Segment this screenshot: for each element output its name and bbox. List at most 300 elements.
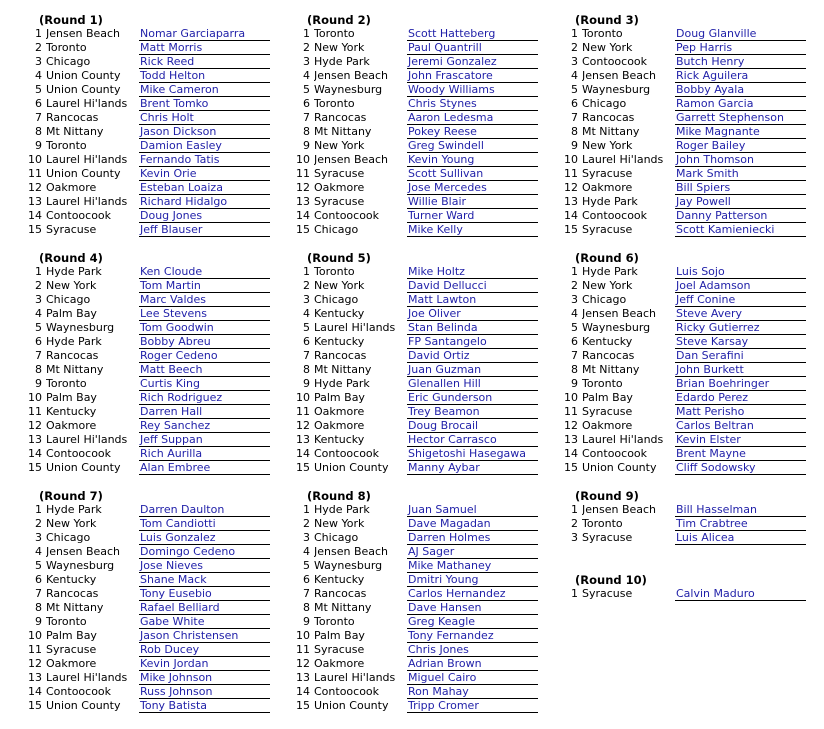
pick-row bbox=[295, 125, 545, 139]
pick-row bbox=[295, 671, 545, 685]
player-link[interactable]: Tripp Cromer bbox=[407, 699, 538, 713]
player-link[interactable]: Greg Keagle bbox=[407, 615, 538, 629]
player-link[interactable]: Juan Samuel bbox=[407, 503, 538, 517]
pick-number: 14 bbox=[296, 685, 310, 698]
team-name: New York bbox=[582, 41, 633, 54]
player-link[interactable]: Tom Martin bbox=[139, 279, 270, 293]
pick-row bbox=[563, 69, 813, 83]
player-link[interactable]: Jeremi Gonzalez bbox=[407, 55, 538, 69]
team-name: Chicago bbox=[46, 55, 91, 68]
team-name: Oakmore bbox=[46, 181, 97, 194]
team-name: Syracuse bbox=[582, 405, 633, 418]
player-link[interactable]: Pep Harris bbox=[675, 41, 806, 55]
player-link[interactable]: Scott Sullivan bbox=[407, 167, 538, 181]
team-name: Toronto bbox=[46, 377, 87, 390]
player-link[interactable]: Rafael Belliard bbox=[139, 601, 270, 615]
pick-number: 10 bbox=[28, 629, 42, 642]
pick-row bbox=[295, 615, 545, 629]
team-name: Syracuse bbox=[46, 223, 97, 236]
pick-row bbox=[295, 643, 545, 657]
pick-number: 12 bbox=[28, 419, 42, 432]
pick-number: 15 bbox=[564, 461, 578, 474]
pick-number: 1 bbox=[303, 27, 310, 40]
player-link[interactable]: Pokey Reese bbox=[407, 125, 538, 139]
team-name: Jensen Beach bbox=[582, 307, 657, 320]
pick-number: 13 bbox=[28, 671, 42, 684]
pick-row bbox=[295, 545, 545, 559]
pick-row bbox=[27, 377, 277, 391]
pick-number: 13 bbox=[296, 433, 310, 446]
player-link[interactable]: Dave Hansen bbox=[407, 601, 538, 615]
player-link[interactable]: Brent Mayne bbox=[675, 447, 806, 461]
player-link[interactable]: Greg Swindell bbox=[407, 139, 538, 153]
pick-number: 6 bbox=[571, 97, 578, 110]
player-link[interactable]: Marc Valdes bbox=[139, 293, 270, 307]
player-link[interactable]: John Frascatore bbox=[407, 69, 538, 83]
player-link[interactable]: Rich Aurilla bbox=[139, 447, 270, 461]
pick-row bbox=[563, 125, 813, 139]
player-link[interactable]: Domingo Cedeno bbox=[139, 545, 270, 559]
player-link[interactable]: John Thomson bbox=[675, 153, 806, 167]
pick-row bbox=[563, 279, 813, 293]
pick-row bbox=[295, 503, 545, 517]
pick-number: 8 bbox=[303, 363, 310, 376]
team-name: Contoocook bbox=[46, 209, 112, 222]
pick-number: 13 bbox=[28, 433, 42, 446]
player-link[interactable]: Doug Jones bbox=[139, 209, 270, 223]
player-link[interactable]: David Ortiz bbox=[407, 349, 538, 363]
team-name: Laurel Hi'lands bbox=[46, 671, 128, 684]
pick-row bbox=[295, 153, 545, 167]
pick-row bbox=[27, 405, 277, 419]
pick-row bbox=[27, 181, 277, 195]
team-name: Hyde Park bbox=[582, 195, 638, 208]
pick-number: 2 bbox=[303, 41, 310, 54]
pick-number: 12 bbox=[296, 657, 310, 670]
pick-number: 12 bbox=[296, 181, 310, 194]
team-name: Syracuse bbox=[314, 195, 365, 208]
team-name: Mt Nittany bbox=[582, 125, 640, 138]
pick-number: 1 bbox=[571, 27, 578, 40]
player-link[interactable]: Cliff Sodowsky bbox=[675, 461, 806, 475]
pick-row bbox=[295, 139, 545, 153]
team-name: Waynesburg bbox=[582, 83, 651, 96]
player-link[interactable]: Jeff Suppan bbox=[139, 433, 270, 447]
player-link[interactable]: Eric Gunderson bbox=[407, 391, 538, 405]
player-link[interactable]: Alan Embree bbox=[139, 461, 270, 475]
team-name: Palm Bay bbox=[314, 629, 365, 642]
player-link[interactable]: Tom Goodwin bbox=[139, 321, 270, 335]
pick-number: 9 bbox=[303, 377, 310, 390]
pick-row bbox=[27, 349, 277, 363]
team-name: Contoocook bbox=[314, 209, 380, 222]
team-name: Chicago bbox=[46, 293, 91, 306]
player-link[interactable]: Steve Avery bbox=[675, 307, 806, 321]
player-link[interactable]: Jay Powell bbox=[675, 195, 806, 209]
player-link[interactable]: Luis Sojo bbox=[675, 265, 806, 279]
pick-row bbox=[27, 83, 277, 97]
team-name: Syracuse bbox=[582, 531, 633, 544]
player-link[interactable]: Kevin Young bbox=[407, 153, 538, 167]
player-link[interactable]: Ken Cloude bbox=[139, 265, 270, 279]
player-link[interactable]: Bill Hasselman bbox=[675, 503, 806, 517]
team-name: Rancocas bbox=[582, 349, 635, 362]
player-link[interactable]: Roger Bailey bbox=[675, 139, 806, 153]
pick-number: 12 bbox=[564, 181, 578, 194]
player-link[interactable]: Mark Smith bbox=[675, 167, 806, 181]
pick-number: 13 bbox=[564, 433, 578, 446]
pick-row bbox=[563, 503, 813, 517]
team-name: Palm Bay bbox=[46, 307, 97, 320]
player-link[interactable]: Tony Batista bbox=[139, 699, 270, 713]
player-link[interactable]: Curtis King bbox=[139, 377, 270, 391]
pick-row bbox=[27, 601, 277, 615]
player-link[interactable]: Shigetoshi Hasegawa bbox=[407, 447, 538, 461]
player-link[interactable]: Lee Stevens bbox=[139, 307, 270, 321]
player-link[interactable]: Matt Beech bbox=[139, 363, 270, 377]
player-link[interactable]: Ricky Gutierrez bbox=[675, 321, 806, 335]
player-link[interactable]: Garrett Stephenson bbox=[675, 111, 806, 125]
pick-row bbox=[27, 629, 277, 643]
player-link[interactable]: Aaron Ledesma bbox=[407, 111, 538, 125]
player-link[interactable]: Jose Nieves bbox=[139, 559, 270, 573]
pick-row bbox=[563, 391, 813, 405]
team-name: Hyde Park bbox=[314, 377, 370, 390]
team-name: Rancocas bbox=[46, 587, 99, 600]
player-link[interactable]: Joe Oliver bbox=[407, 307, 538, 321]
pick-row bbox=[563, 55, 813, 69]
pick-number: 5 bbox=[303, 559, 310, 572]
team-name: Kentucky bbox=[46, 573, 97, 586]
pick-number: 4 bbox=[571, 307, 578, 320]
team-name: New York bbox=[314, 517, 365, 530]
pick-row bbox=[563, 335, 813, 349]
player-link[interactable]: Mike Magnante bbox=[675, 125, 806, 139]
pick-row bbox=[27, 139, 277, 153]
team-name: Union County bbox=[46, 461, 121, 474]
player-link[interactable]: Tim Crabtree bbox=[675, 517, 806, 531]
team-name: Jensen Beach bbox=[314, 153, 389, 166]
round-title: (Round 10) bbox=[575, 573, 647, 587]
team-name: Kentucky bbox=[582, 335, 633, 348]
pick-row bbox=[295, 265, 545, 279]
player-link[interactable]: Luis Alicea bbox=[675, 531, 806, 545]
player-link[interactable]: FP Santangelo bbox=[407, 335, 538, 349]
pick-number: 11 bbox=[564, 405, 578, 418]
player-link[interactable]: David Dellucci bbox=[407, 279, 538, 293]
player-link[interactable]: Rob Ducey bbox=[139, 643, 270, 657]
player-link[interactable]: Danny Patterson bbox=[675, 209, 806, 223]
pick-row bbox=[563, 111, 813, 125]
player-link[interactable]: Kevin Jordan bbox=[139, 657, 270, 671]
player-link[interactable]: Jason Dickson bbox=[139, 125, 270, 139]
pick-number: 1 bbox=[571, 503, 578, 516]
team-name: Contoocook bbox=[314, 685, 380, 698]
pick-number: 7 bbox=[35, 587, 42, 600]
player-link[interactable]: Jose Mercedes bbox=[407, 181, 538, 195]
player-link[interactable]: Chris Stynes bbox=[407, 97, 538, 111]
player-link[interactable]: Kevin Orie bbox=[139, 167, 270, 181]
pick-row bbox=[27, 587, 277, 601]
player-link[interactable]: Bobby Abreu bbox=[139, 335, 270, 349]
pick-number: 1 bbox=[35, 27, 42, 40]
pick-number: 8 bbox=[35, 125, 42, 138]
player-link[interactable]: Glenallen Hill bbox=[407, 377, 538, 391]
team-name: Laurel Hi'lands bbox=[46, 97, 128, 110]
pick-number: 3 bbox=[35, 531, 42, 544]
pick-row bbox=[295, 433, 545, 447]
player-link[interactable]: Kevin Elster bbox=[675, 433, 806, 447]
player-link[interactable]: Scott Kamieniecki bbox=[675, 223, 806, 237]
pick-number: 6 bbox=[303, 97, 310, 110]
player-link[interactable]: Mike Holtz bbox=[407, 265, 538, 279]
pick-number: 7 bbox=[571, 349, 578, 362]
team-name: Oakmore bbox=[46, 419, 97, 432]
round-title: (Round 1) bbox=[39, 13, 103, 27]
player-link[interactable]: Dan Serafini bbox=[675, 349, 806, 363]
pick-row bbox=[27, 167, 277, 181]
player-link[interactable]: Jeff Conine bbox=[675, 293, 806, 307]
player-link[interactable]: Tony Fernandez bbox=[407, 629, 538, 643]
player-link[interactable]: Adrian Brown bbox=[407, 657, 538, 671]
player-link[interactable]: Manny Aybar bbox=[407, 461, 538, 475]
player-link[interactable]: Trey Beamon bbox=[407, 405, 538, 419]
player-link[interactable]: Chris Holt bbox=[139, 111, 270, 125]
pick-row bbox=[295, 209, 545, 223]
player-link[interactable]: Hector Carrasco bbox=[407, 433, 538, 447]
team-name: Contoocook bbox=[46, 447, 112, 460]
player-link[interactable]: Mike Kelly bbox=[407, 223, 538, 237]
pick-row bbox=[563, 139, 813, 153]
pick-row bbox=[563, 167, 813, 181]
player-link[interactable]: Willie Blair bbox=[407, 195, 538, 209]
player-link[interactable]: Tony Eusebio bbox=[139, 587, 270, 601]
player-link[interactable]: Rick Reed bbox=[139, 55, 270, 69]
team-name: Hyde Park bbox=[46, 335, 102, 348]
player-link[interactable]: Ramon Garcia bbox=[675, 97, 806, 111]
pick-number: 3 bbox=[303, 531, 310, 544]
player-link[interactable]: Ron Mahay bbox=[407, 685, 538, 699]
player-link[interactable]: Gabe White bbox=[139, 615, 270, 629]
player-link[interactable]: Stan Belinda bbox=[407, 321, 538, 335]
team-name: Union County bbox=[46, 83, 121, 96]
team-name: Waynesburg bbox=[46, 559, 115, 572]
pick-number: 10 bbox=[28, 391, 42, 404]
pick-row bbox=[295, 167, 545, 181]
player-link[interactable]: Doug Glanville bbox=[675, 27, 806, 41]
pick-number: 15 bbox=[296, 461, 310, 474]
team-name: Toronto bbox=[46, 615, 87, 628]
pick-row bbox=[295, 657, 545, 671]
player-link[interactable]: Fernando Tatis bbox=[139, 153, 270, 167]
team-name: Union County bbox=[46, 167, 121, 180]
team-name: Kentucky bbox=[314, 433, 365, 446]
pick-row bbox=[295, 279, 545, 293]
player-link[interactable]: Darren Hall bbox=[139, 405, 270, 419]
team-name: Union County bbox=[46, 699, 121, 712]
player-link[interactable]: Scott Hatteberg bbox=[407, 27, 538, 41]
pick-number: 14 bbox=[28, 447, 42, 460]
pick-number: 9 bbox=[35, 139, 42, 152]
pick-number: 5 bbox=[35, 321, 42, 334]
pick-number: 1 bbox=[571, 587, 578, 600]
team-name: Union County bbox=[314, 461, 389, 474]
player-link[interactable]: Rey Sanchez bbox=[139, 419, 270, 433]
player-link[interactable]: Rick Aguilera bbox=[675, 69, 806, 83]
team-name: Contoocook bbox=[582, 447, 648, 460]
team-name: Syracuse bbox=[46, 643, 97, 656]
pick-number: 5 bbox=[571, 321, 578, 334]
pick-number: 4 bbox=[35, 545, 42, 558]
player-link[interactable]: Tom Candiotti bbox=[139, 517, 270, 531]
player-link[interactable]: Luis Gonzalez bbox=[139, 531, 270, 545]
pick-number: 7 bbox=[571, 111, 578, 124]
player-link[interactable]: Mike Cameron bbox=[139, 83, 270, 97]
player-link[interactable]: Doug Brocail bbox=[407, 419, 538, 433]
team-name: Mt Nittany bbox=[314, 363, 372, 376]
pick-number: 11 bbox=[296, 405, 310, 418]
player-link[interactable]: Jason Christensen bbox=[139, 629, 270, 643]
team-name: Chicago bbox=[314, 223, 359, 236]
player-link[interactable]: Mike Johnson bbox=[139, 671, 270, 685]
pick-number: 8 bbox=[303, 601, 310, 614]
pick-number: 14 bbox=[28, 685, 42, 698]
player-link[interactable]: Chris Jones bbox=[407, 643, 538, 657]
team-name: Laurel Hi'lands bbox=[582, 433, 664, 446]
pick-number: 10 bbox=[564, 153, 578, 166]
team-name: Rancocas bbox=[46, 349, 99, 362]
pick-row bbox=[563, 433, 813, 447]
player-link[interactable]: Steve Karsay bbox=[675, 335, 806, 349]
player-link[interactable]: Turner Ward bbox=[407, 209, 538, 223]
player-link[interactable]: Todd Helton bbox=[139, 69, 270, 83]
pick-number: 14 bbox=[564, 209, 578, 222]
player-link[interactable]: Juan Guzman bbox=[407, 363, 538, 377]
player-link[interactable]: Roger Cedeno bbox=[139, 349, 270, 363]
team-name: Kentucky bbox=[314, 307, 365, 320]
player-link[interactable]: Richard Hidalgo bbox=[139, 195, 270, 209]
pick-number: 5 bbox=[303, 321, 310, 334]
team-name: Laurel Hi'lands bbox=[46, 153, 128, 166]
pick-number: 2 bbox=[571, 279, 578, 292]
pick-number: 2 bbox=[571, 517, 578, 530]
pick-number: 10 bbox=[296, 391, 310, 404]
player-link[interactable]: Miguel Cairo bbox=[407, 671, 538, 685]
player-link[interactable]: Russ Johnson bbox=[139, 685, 270, 699]
team-name: Oakmore bbox=[314, 419, 365, 432]
pick-number: 3 bbox=[35, 293, 42, 306]
team-name: Oakmore bbox=[314, 657, 365, 670]
player-link[interactable]: Jeff Blauser bbox=[139, 223, 270, 237]
player-link[interactable]: Edardo Perez bbox=[675, 391, 806, 405]
player-link[interactable]: Darren Holmes bbox=[407, 531, 538, 545]
team-name: Toronto bbox=[314, 615, 355, 628]
player-link[interactable]: Matt Perisho bbox=[675, 405, 806, 419]
pick-number: 11 bbox=[28, 405, 42, 418]
pick-number: 14 bbox=[296, 209, 310, 222]
pick-row bbox=[563, 181, 813, 195]
pick-row bbox=[27, 111, 277, 125]
pick-row bbox=[295, 587, 545, 601]
pick-row bbox=[563, 349, 813, 363]
player-link[interactable]: Bobby Ayala bbox=[675, 83, 806, 97]
pick-number: 7 bbox=[303, 587, 310, 600]
player-link[interactable]: Butch Henry bbox=[675, 55, 806, 69]
team-name: Jensen Beach bbox=[46, 545, 121, 558]
team-name: Syracuse bbox=[582, 223, 633, 236]
pick-row bbox=[295, 419, 545, 433]
player-link[interactable]: Paul Quantrill bbox=[407, 41, 538, 55]
player-link[interactable]: Dmitri Young bbox=[407, 573, 538, 587]
pick-row bbox=[563, 83, 813, 97]
pick-row bbox=[295, 559, 545, 573]
pick-row bbox=[27, 41, 277, 55]
player-link[interactable]: Brent Tomko bbox=[139, 97, 270, 111]
player-link[interactable]: Rich Rodriguez bbox=[139, 391, 270, 405]
round-title: (Round 4) bbox=[39, 251, 103, 265]
team-name: Syracuse bbox=[314, 167, 365, 180]
team-name: Chicago bbox=[582, 97, 627, 110]
pick-number: 6 bbox=[303, 573, 310, 586]
player-link[interactable]: AJ Sager bbox=[407, 545, 538, 559]
pick-number: 9 bbox=[303, 139, 310, 152]
player-link[interactable]: Damion Easley bbox=[139, 139, 270, 153]
pick-number: 11 bbox=[564, 167, 578, 180]
pick-number: 5 bbox=[303, 83, 310, 96]
player-link[interactable]: John Burkett bbox=[675, 363, 806, 377]
player-link[interactable]: Woody Williams bbox=[407, 83, 538, 97]
team-name: Palm Bay bbox=[582, 391, 633, 404]
player-link[interactable]: Mike Mathaney bbox=[407, 559, 538, 573]
pick-number: 13 bbox=[296, 671, 310, 684]
player-link[interactable]: Calvin Maduro bbox=[675, 587, 806, 601]
pick-number: 11 bbox=[28, 167, 42, 180]
player-link[interactable]: Matt Lawton bbox=[407, 293, 538, 307]
team-name: Laurel Hi'lands bbox=[314, 321, 396, 334]
team-name: New York bbox=[582, 279, 633, 292]
team-name: Syracuse bbox=[582, 167, 633, 180]
pick-number: 6 bbox=[303, 335, 310, 348]
pick-number: 2 bbox=[303, 517, 310, 530]
player-link[interactable]: Nomar Garciaparra bbox=[139, 27, 270, 41]
player-link[interactable]: Esteban Loaiza bbox=[139, 181, 270, 195]
pick-number: 1 bbox=[35, 503, 42, 516]
player-link[interactable]: Bill Spiers bbox=[675, 181, 806, 195]
pick-number: 14 bbox=[296, 447, 310, 460]
team-name: Chicago bbox=[582, 293, 627, 306]
player-link[interactable]: Dave Magadan bbox=[407, 517, 538, 531]
player-link[interactable]: Brian Boehringer bbox=[675, 377, 806, 391]
player-link[interactable]: Shane Mack bbox=[139, 573, 270, 587]
pick-row bbox=[27, 69, 277, 83]
player-link[interactable]: Carlos Hernandez bbox=[407, 587, 538, 601]
player-link[interactable]: Matt Morris bbox=[139, 41, 270, 55]
pick-row bbox=[27, 461, 277, 475]
pick-row bbox=[27, 223, 277, 237]
player-link[interactable]: Carlos Beltran bbox=[675, 419, 806, 433]
player-link[interactable]: Darren Daulton bbox=[139, 503, 270, 517]
pick-row bbox=[563, 531, 813, 545]
player-link[interactable]: Joel Adamson bbox=[675, 279, 806, 293]
pick-number: 13 bbox=[296, 195, 310, 208]
pick-row bbox=[295, 391, 545, 405]
team-name: Mt Nittany bbox=[314, 125, 372, 138]
round-title: (Round 9) bbox=[575, 489, 639, 503]
pick-number: 7 bbox=[303, 111, 310, 124]
pick-row bbox=[563, 405, 813, 419]
pick-row bbox=[27, 447, 277, 461]
pick-row bbox=[295, 447, 545, 461]
